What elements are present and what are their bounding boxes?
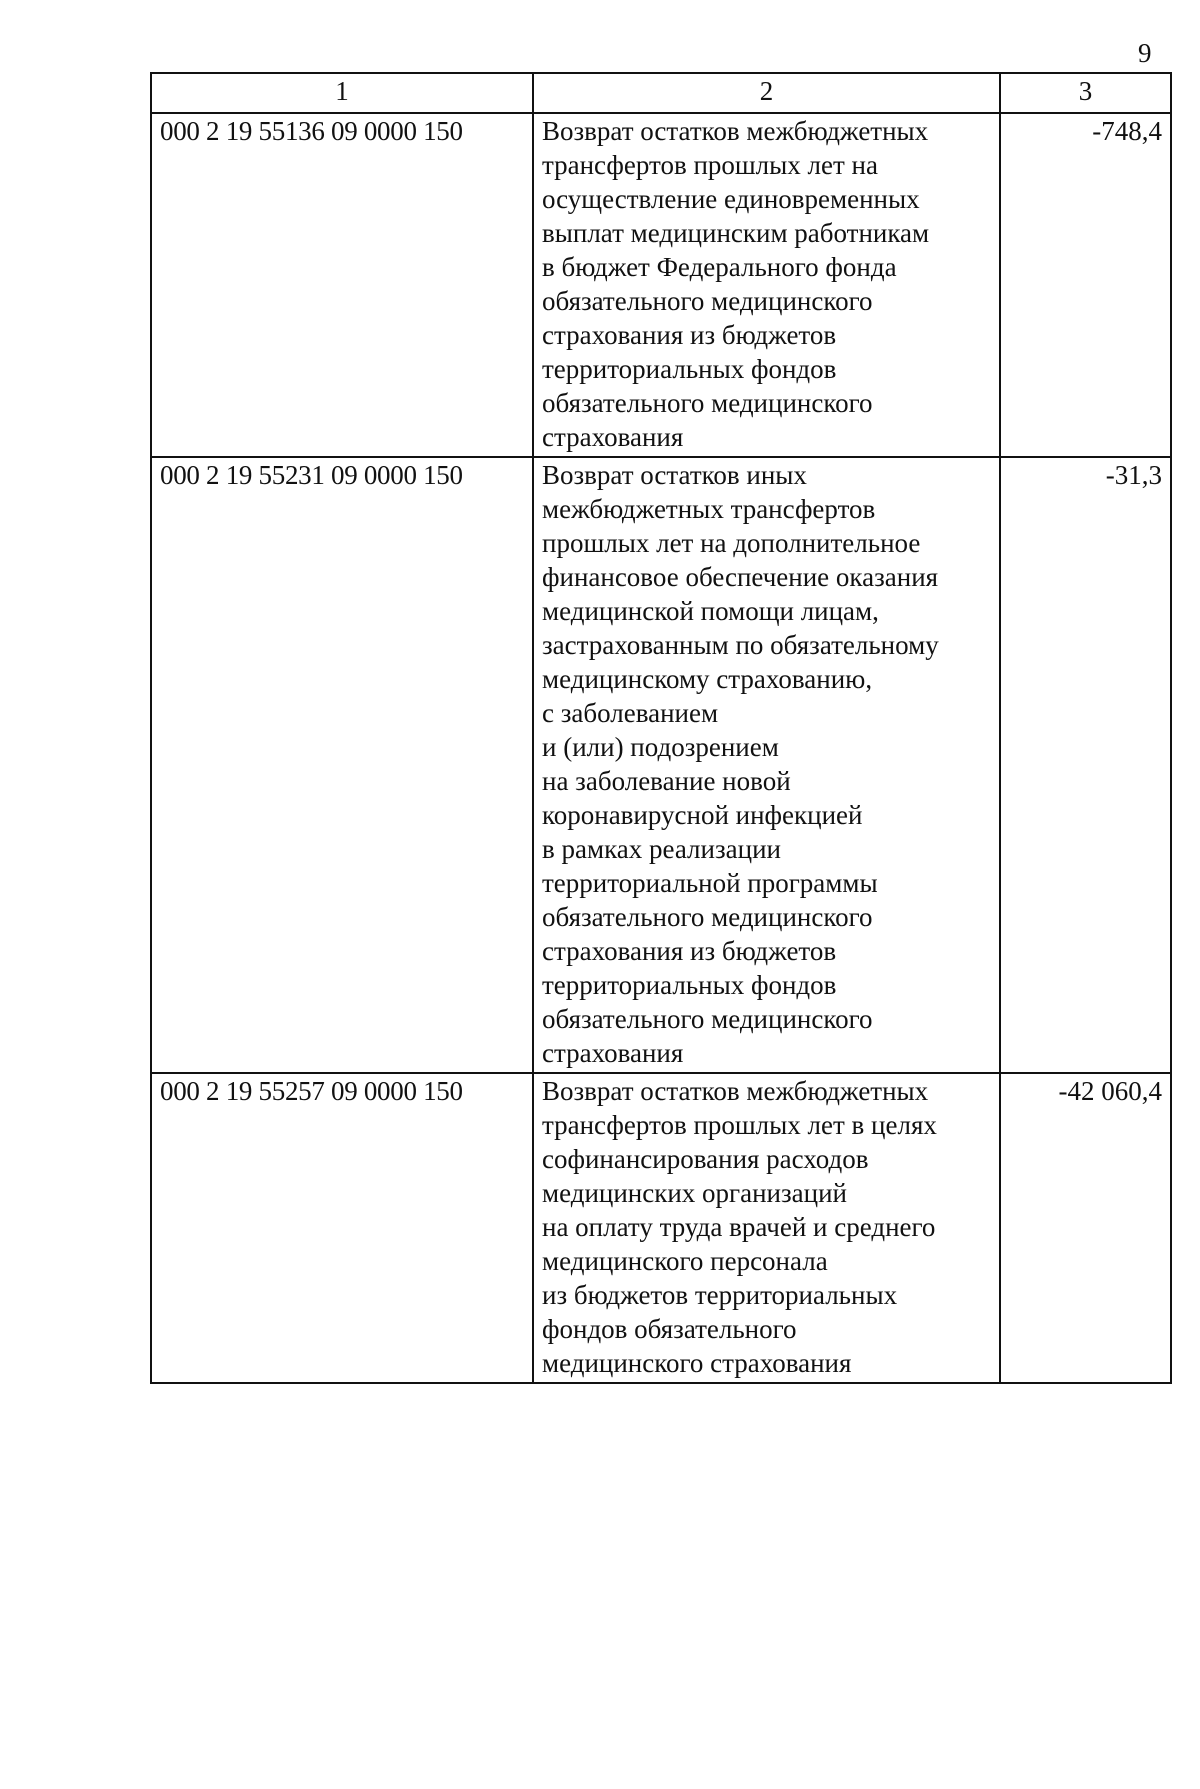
budget-code-cell: 000 2 19 55257 09 0000 150: [151, 1073, 533, 1383]
table-header-row: [151, 73, 1171, 113]
table-row: [151, 113, 1171, 457]
budget-code-cell: 000 2 19 55231 09 0000 150: [151, 457, 533, 1073]
amount-cell: -42 060,4: [1000, 1073, 1171, 1383]
page-number: 9: [1138, 38, 1152, 68]
amount-cell: -748,4: [1000, 113, 1171, 457]
description-cell: Возврат остатков межбюджетных трансфертов прошлых лет в целях софинансирования расходов медицинских организаций на оплату труда врачей и среднего медицинского персонала из бюджетов территориальных фондов обязательного медицинского страхования: [533, 1073, 1000, 1383]
amount-cell: -31,3: [1000, 457, 1171, 1073]
table-row: [151, 1073, 1171, 1383]
budget-table: [150, 72, 1172, 1384]
budget-code-cell: 000 2 19 55136 09 0000 150: [151, 113, 533, 457]
description-cell: Возврат остатков иных межбюджетных трансфертов прошлых лет на дополнительное финансовое обеспечение оказания медицинской помощи лицам, застрахованным по обязательному медицинскому страхованию, с заболеванием и (или) подозрением на заболевание новой коронавирусной инфекцией в рамках реализации территориальной программы обязательного медицинского страхования из бюджетов территориальных фондов обязательного медицинского страхования: [533, 457, 1000, 1073]
column-header-1: 1: [151, 73, 533, 113]
description-cell: Возврат остатков межбюджетных трансфертов прошлых лет на осуществление единовременных выплат медицинским работникам в бюджет Федерального фонда обязательного медицинского страхования из бюджетов территориальных фондов обязательного медицинского страхования: [533, 113, 1000, 457]
table-row: [151, 457, 1171, 1073]
column-header-2: 2: [533, 73, 1000, 113]
column-header-3: 3: [1000, 73, 1171, 113]
